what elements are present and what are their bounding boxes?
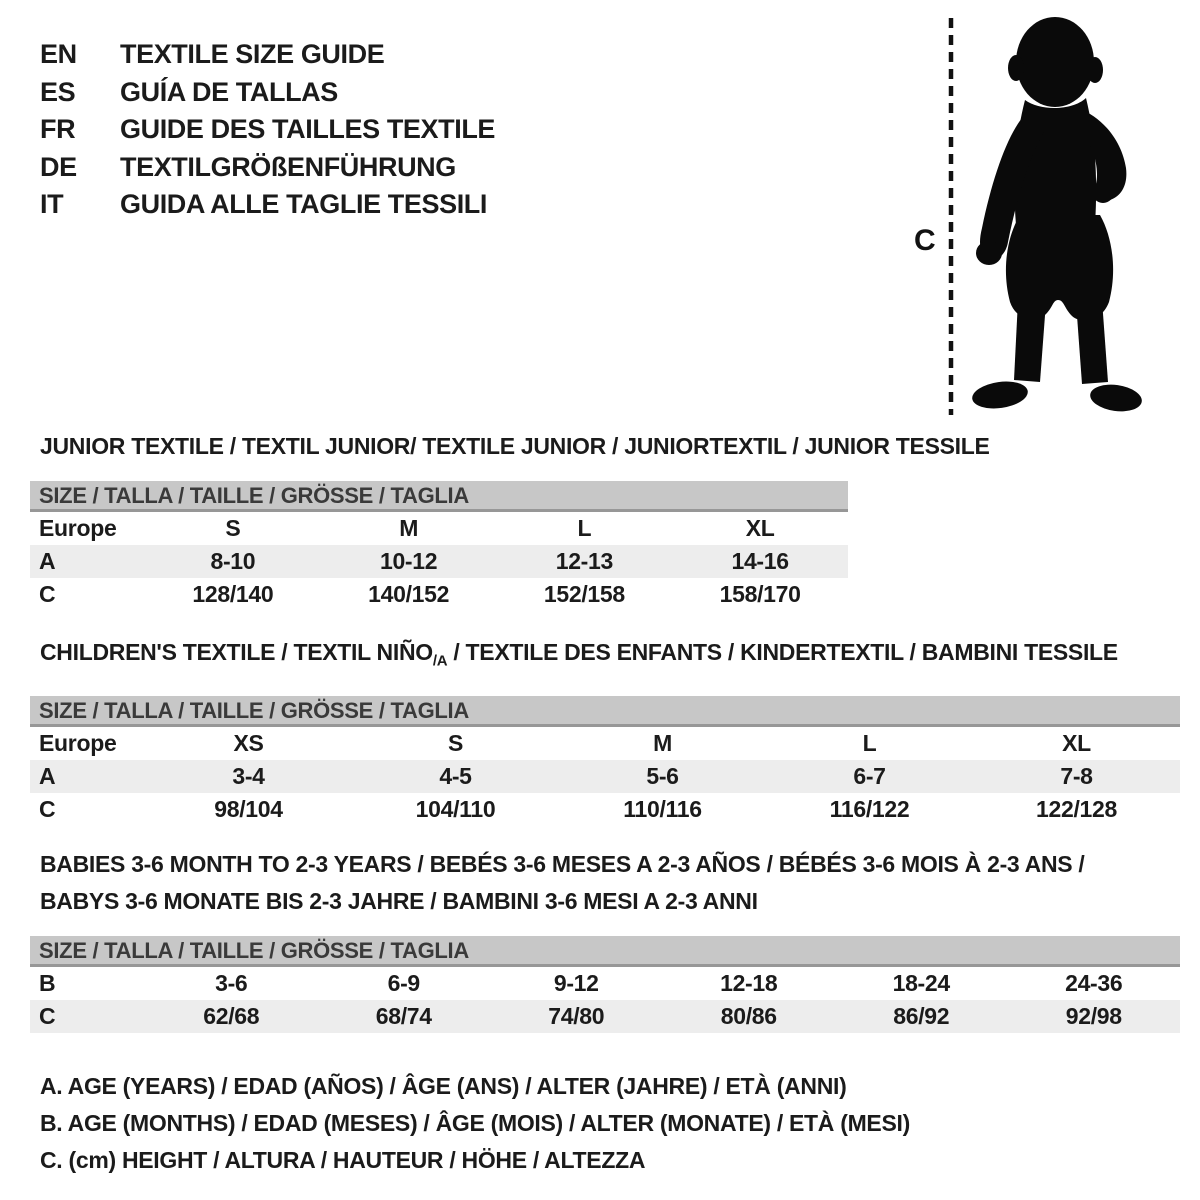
row-label: C (39, 581, 56, 607)
guide-title-it: GUIDA ALLE TAGLIE TESSILI (120, 189, 487, 220)
row-label: A (39, 548, 56, 574)
table-row-age-months (30, 967, 1180, 1000)
table-row-height-cm (30, 793, 1180, 826)
language-code: EN (40, 39, 77, 70)
language-code: FR (40, 114, 76, 145)
size-column-header: XS (233, 729, 264, 756)
age-months-value: 18-24 (892, 970, 950, 996)
size-column-header: S (447, 729, 464, 756)
age-months-value: 9-12 (553, 970, 599, 996)
height-value: 140/152 (368, 581, 450, 607)
footnote-c-height-cm: C. (cm) HEIGHT / ALTURA / HAUTEUR / HÖHE / ALTEZZA (40, 1147, 646, 1173)
language-row-it (40, 186, 495, 224)
age-value: 5-6 (646, 762, 679, 789)
age-value: 6-7 (853, 762, 886, 789)
table-row-age-years (30, 760, 1180, 793)
age-value: 10-12 (379, 548, 438, 574)
language-row-en (40, 36, 495, 74)
language-code: ES (40, 76, 76, 107)
table-row-sizes (30, 727, 1180, 760)
height-value: 158/170 (719, 581, 801, 607)
size-column-header: M (653, 729, 672, 756)
age-value: 3-4 (232, 762, 265, 789)
age-value: 7-8 (1060, 762, 1093, 789)
table-row-height-cm (30, 1000, 1180, 1033)
height-value: 86/92 (893, 1003, 950, 1029)
age-value: 8-10 (210, 548, 256, 574)
children-title-subscript: /A (432, 652, 448, 670)
size-column-header: XL (745, 515, 775, 541)
size-column-header: L (577, 515, 592, 541)
age-value: 14-16 (731, 548, 789, 574)
height-value: 104/110 (415, 795, 496, 822)
guide-title-en: TEXTILE SIZE GUIDE (120, 39, 385, 70)
height-value: 68/74 (375, 1003, 432, 1029)
region-label: Europe (39, 515, 117, 541)
age-months-value: 6-9 (387, 970, 420, 996)
age-months-value: 12-18 (720, 970, 778, 996)
age-months-value: 3-6 (215, 970, 248, 996)
row-label: A (39, 762, 56, 789)
size-column-header: L (862, 729, 877, 756)
height-value: 62/68 (203, 1003, 260, 1029)
height-value: 122/128 (1035, 795, 1118, 822)
footnote-a-age-years: A. AGE (YEARS) / EDAD (AÑOS) / ÂGE (ANS) / ALTER (JAHRE) / ETÀ (ANNI) (40, 1073, 847, 1099)
children-size-table (30, 727, 1180, 826)
measure-label-c: C (914, 224, 936, 257)
language-row-de (40, 149, 495, 187)
children-title-part: CHILDREN'S TEXTILE / TEXTIL NIÑO (40, 639, 433, 665)
row-label: C (39, 1003, 56, 1029)
age-months-value: 24-36 (1065, 970, 1123, 996)
size-column-header: XL (1062, 729, 1091, 756)
children-size-header-bar: SIZE / TALLA / TAILLE / GRÖSSE / TAGLIA (30, 696, 1180, 727)
height-measure-figure (890, 10, 1160, 420)
children-title-part: / TEXTILE DES ENFANTS / KINDERTEXTIL / BAMBINI TESSILE (447, 639, 1118, 665)
children-section-title (30, 639, 1180, 675)
footnote-b-age-months: B. AGE (MONTHS) / EDAD (MESES) / ÂGE (MOIS) / ALTER (MONATE) / ETÀ (MESI) (40, 1110, 910, 1136)
toddler-silhouette (970, 17, 1143, 414)
size-column-header: M (399, 515, 419, 541)
guide-title-de: TEXTILGRÖßENFÜHRUNG (120, 151, 456, 182)
babies-section-title-line1: BABIES 3-6 MONTH TO 2-3 YEARS / BEBÉS 3-6 MESES A 2-3 AÑOS / BÉBÉS 3-6 MOIS À 2-3 ANS / (40, 851, 1085, 877)
guide-title-fr: GUIDE DES TAILLES TEXTILE (120, 114, 496, 145)
age-value: 4-5 (439, 762, 472, 789)
children-textile-section (30, 639, 1180, 826)
junior-size-header-bar: SIZE / TALLA / TAILLE / GRÖSSE / TAGLIA (30, 481, 848, 512)
junior-section-title: JUNIOR TEXTILE / TEXTIL JUNIOR/ TEXTILE JUNIOR / JUNIORTEXTIL / JUNIOR TESSILE (40, 433, 990, 459)
guide-title-es: GUÍA DE TALLAS (120, 76, 338, 107)
region-label: Europe (39, 729, 117, 756)
age-value: 12-13 (555, 548, 614, 574)
table-row-age-years (30, 545, 848, 578)
height-value: 74/80 (548, 1003, 605, 1029)
legend-footnotes (40, 1068, 910, 1179)
height-value: 80/86 (720, 1003, 777, 1029)
height-value: 128/140 (192, 581, 274, 607)
table-row-height-cm (30, 578, 848, 611)
language-row-es (40, 74, 495, 112)
height-value: 92/98 (1065, 1003, 1122, 1029)
language-row-fr (40, 111, 495, 149)
size-column-header: S (225, 515, 241, 541)
height-value: 98/104 (214, 795, 283, 822)
height-value: 110/116 (623, 795, 702, 822)
height-value: 152/158 (543, 581, 625, 607)
language-code: IT (40, 189, 64, 220)
babies-section-title-line2: BABYS 3-6 MONATE BIS 2-3 JAHRE / BAMBINI 3-6 MESI A 2-3 ANNI (40, 888, 758, 914)
junior-textile-section (30, 433, 990, 611)
height-value: 116/122 (829, 795, 910, 822)
language-title-list (40, 36, 495, 224)
toddler-silhouette-svg (890, 10, 1160, 420)
row-label: B (39, 970, 56, 996)
language-code: DE (40, 151, 77, 182)
babies-size-header-bar: SIZE / TALLA / TAILLE / GRÖSSE / TAGLIA (30, 936, 1180, 967)
table-row-sizes (30, 512, 848, 545)
babies-size-table (30, 967, 1180, 1033)
row-label: C (39, 795, 56, 822)
babies-textile-section (30, 846, 1180, 1033)
junior-size-table (30, 512, 848, 611)
